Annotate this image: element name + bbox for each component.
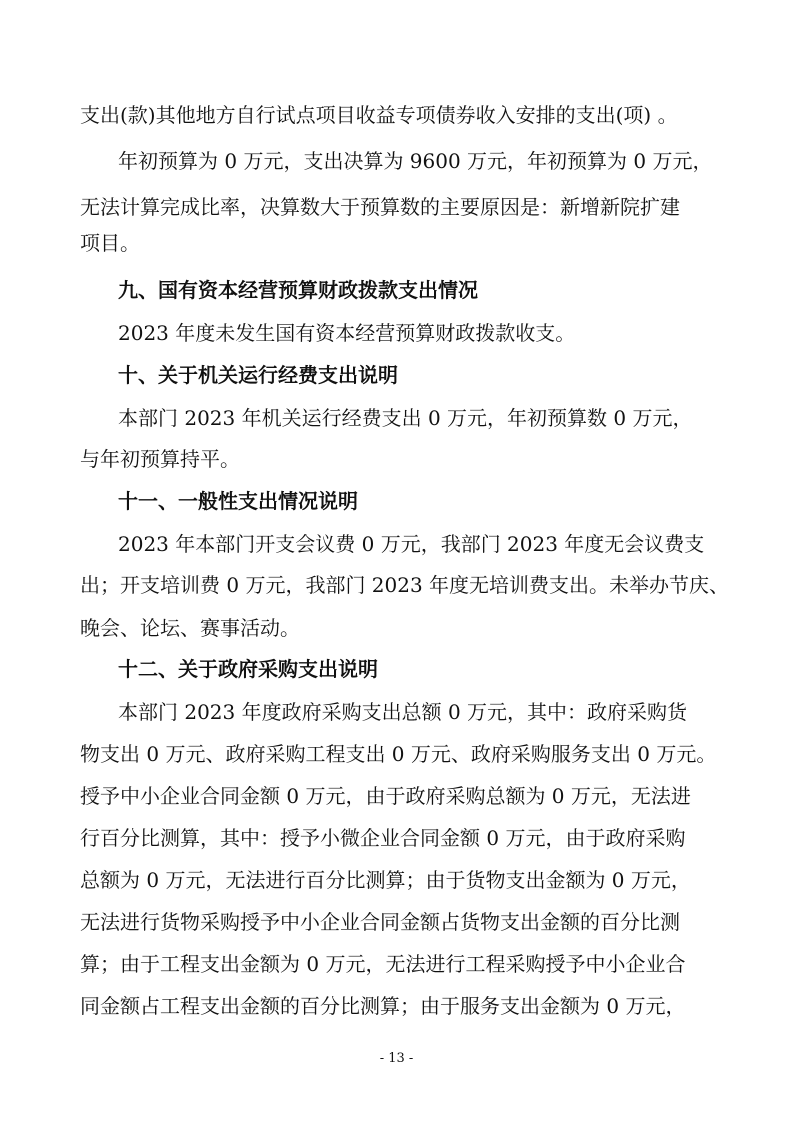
text-line: 本部门 2023 年度政府采购支出总额 0 万元，其中：政府采购货 <box>118 700 688 724</box>
text-line: 无法进行货物采购授予中小企业合同金额占货物支出金额的百分比测 <box>80 910 680 934</box>
text-line: 与年初预算持平。 <box>80 447 240 471</box>
text-line: 同金额占工程支出金额的百分比测算；由于服务支出金额为 0 万元， <box>80 994 686 1018</box>
text-line: 无法计算完成比率，决算数大于预算数的主要原因是：新增新院扩建 <box>80 195 680 219</box>
text-line: 出；开支培训费 0 万元，我部门 2023 年度无培训费支出。未举办节庆、 <box>80 573 730 597</box>
section-heading: 九、国有资本经营预算财政拨款支出情况 <box>118 278 478 302</box>
text-line: 总额为 0 万元，无法进行百分比测算；由于货物支出金额为 0 万元， <box>80 868 691 892</box>
text-line: 授予中小企业合同金额 0 万元，由于政府采购总额为 0 万元，无法进 <box>80 784 691 808</box>
text-line: 物支出 0 万元、政府采购工程支出 0 万元、政府采购服务支出 0 万元。 <box>80 742 717 766</box>
text-line: 年初预算为 0 万元，支出决算为 9600 万元，年初预算为 0 万元， <box>118 149 713 173</box>
section-heading: 十一、一般性支出情况说明 <box>118 489 358 513</box>
text-line: 支出(款)其他地方自行试点项目收益专项债券收入安排的支出(项) 。 <box>80 103 678 127</box>
section-heading: 十二、关于政府采购支出说明 <box>118 657 378 681</box>
text-line: 行百分比测算，其中：授予小微企业合同金额 0 万元，由于政府采购 <box>80 826 686 850</box>
text-line: 晚会、论坛、赛事活动。 <box>80 616 300 640</box>
text-line: 项目。 <box>80 231 140 255</box>
text-line: 2023 年度未发生国有资本经营预算财政拨款收支。 <box>118 321 576 345</box>
text-line: 本部门 2023 年机关运行经费支出 0 万元，年初预算数 0 万元， <box>118 406 693 430</box>
text-line: 2023 年本部门开支会议费 0 万元，我部门 2023 年度无会议费支 <box>118 532 705 556</box>
section-heading: 十、关于机关运行经费支出说明 <box>118 363 398 387</box>
text-line: 算；由于工程支出金额为 0 万元，无法进行工程采购授予中小企业合 <box>80 952 686 976</box>
page-number: - 13 - <box>379 1051 414 1066</box>
